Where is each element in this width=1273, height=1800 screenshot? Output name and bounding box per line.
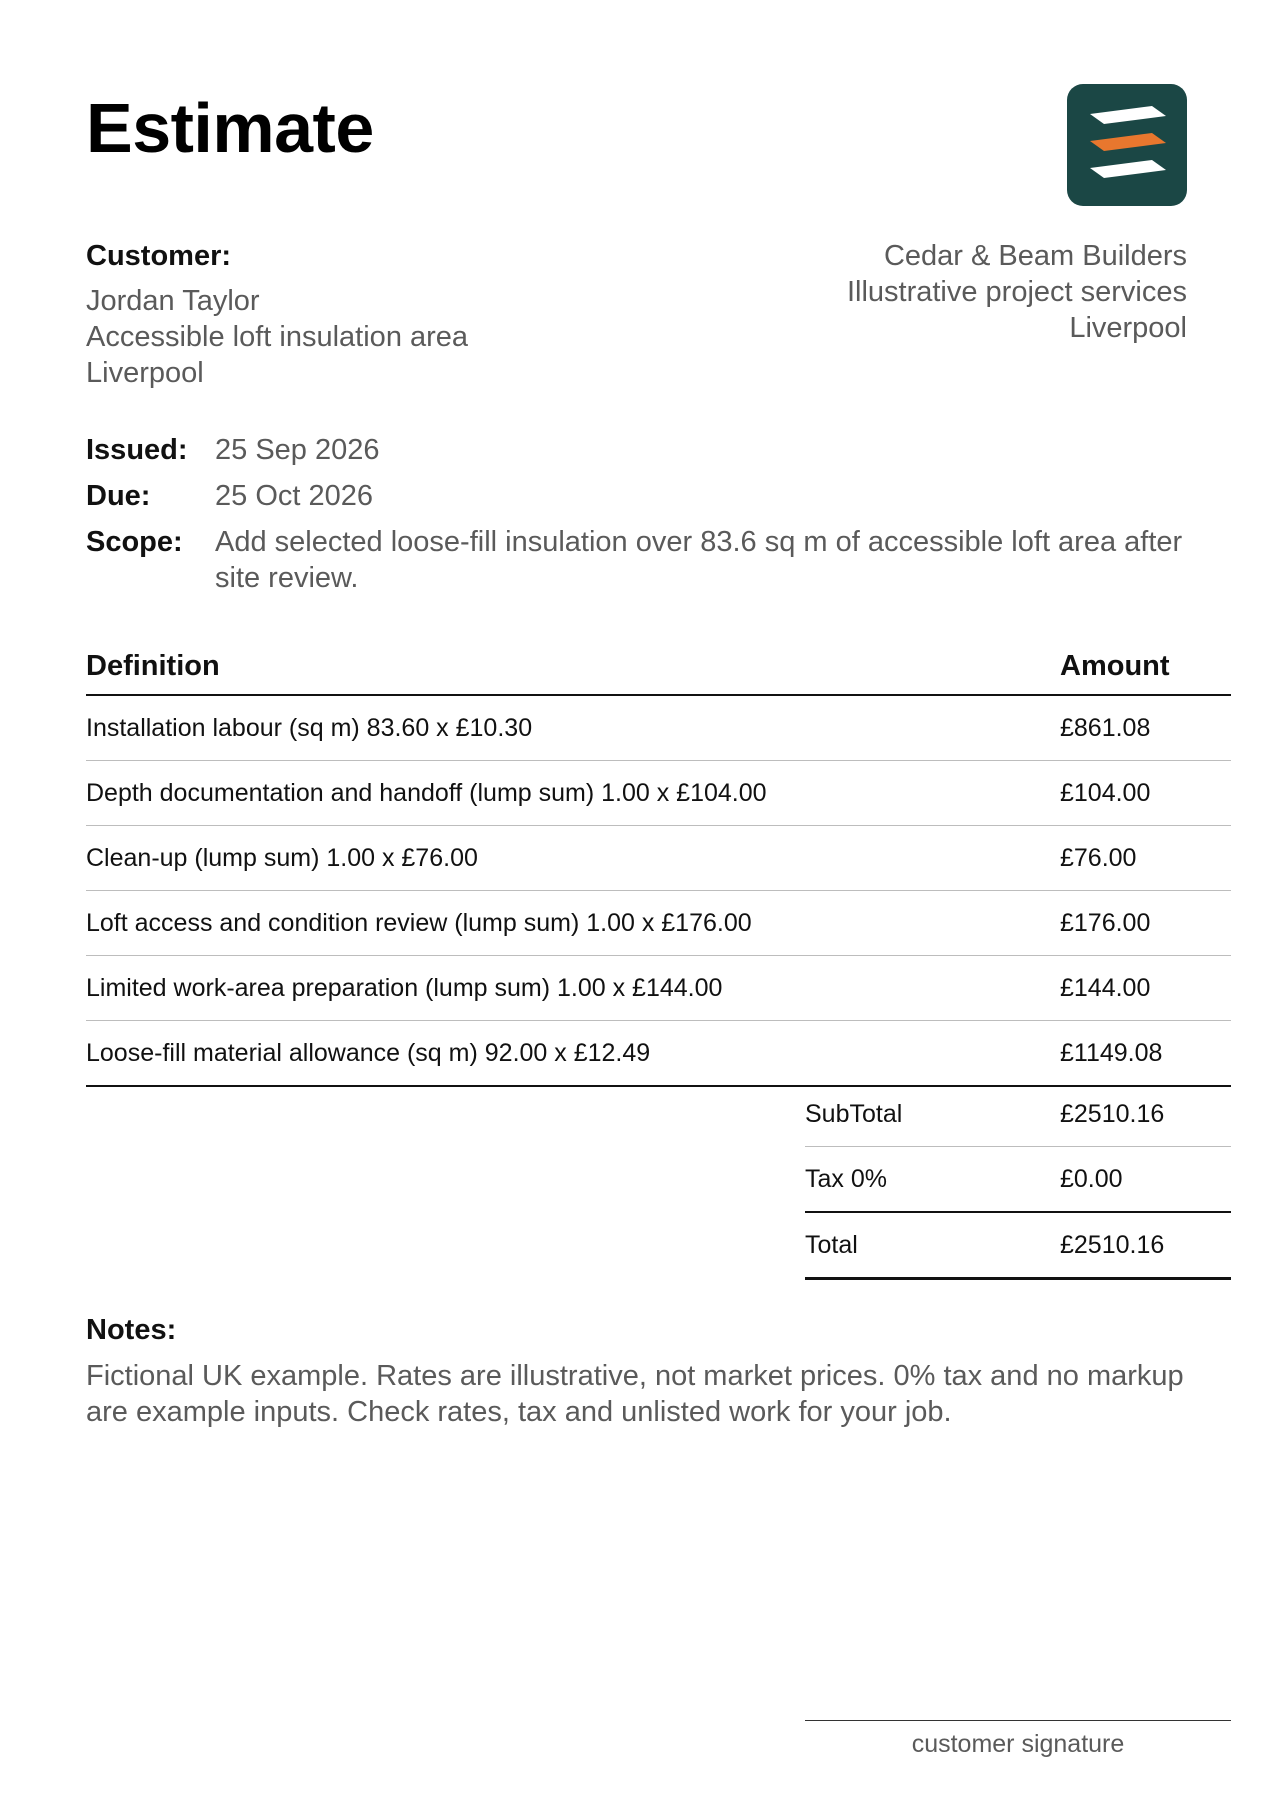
scope-text: Add selected loose-fill insulation over 83.6 sq m of accessible loft area after site review. [215, 526, 1183, 594]
notes-text: Fictional UK example. Rates are illustrative, not market prices. 0% tax and no markup are example inputs. Check rates, tax and unlisted work for your job. [86, 1360, 1184, 1428]
item-amount: £76.00 [1060, 826, 1231, 891]
item-description: Limited work-area preparation (lump sum) 1.00 x £144.00 [86, 956, 1060, 1021]
scope-label: Scope: [86, 526, 183, 558]
subtotal-label: SubTotal [805, 1082, 1060, 1147]
signature-label: customer signature [911, 1730, 1125, 1758]
definition-header: Definition [86, 650, 1060, 695]
document-title: Estimate [86, 89, 374, 167]
customer-address: Accessible loft insulation area [86, 321, 469, 353]
table-row [86, 956, 1231, 1021]
customer-label: Customer: [86, 240, 232, 272]
item-description: Installation labour (sq m) 83.60 x £10.30 [86, 695, 1060, 761]
scope-row [86, 524, 1188, 596]
tax-value: £0.00 [1060, 1147, 1231, 1213]
company-city: Liverpool [1069, 312, 1187, 344]
issued-row [86, 432, 1188, 468]
table-row [86, 695, 1231, 761]
line-items-table [86, 650, 1231, 1087]
item-amount: £104.00 [1060, 761, 1231, 826]
company-name: Cedar & Beam Builders [883, 240, 1187, 272]
due-label: Due: [86, 480, 151, 512]
item-description: Loose-fill material allowance (sq m) 92.00 x £12.49 [86, 1021, 1060, 1087]
tax-label: Tax 0% [805, 1147, 1060, 1213]
due-row [86, 478, 1188, 514]
subtotal-value: £2510.16 [1060, 1082, 1231, 1147]
table-row [86, 761, 1231, 826]
company-tagline: Illustrative project services [846, 276, 1187, 308]
total-label: Total [805, 1212, 1060, 1279]
table-header-row [86, 650, 1231, 695]
item-amount: £861.08 [1060, 695, 1231, 761]
total-row [805, 1212, 1231, 1279]
total-value: £2510.16 [1060, 1212, 1231, 1279]
item-amount: £1149.08 [1060, 1021, 1231, 1087]
issued-label: Issued: [86, 434, 188, 466]
item-description: Loft access and condition review (lump sum) 1.00 x £176.00 [86, 891, 1060, 956]
due-date: 25 Oct 2026 [215, 480, 373, 512]
notes-label: Notes: [86, 1314, 177, 1346]
item-amount: £176.00 [1060, 891, 1231, 956]
subtotal-row [805, 1082, 1231, 1147]
totals-table [805, 1082, 1231, 1280]
estimate-meta [86, 432, 1188, 606]
stacked-planks-logo-icon [1067, 84, 1187, 206]
tax-row [805, 1147, 1231, 1213]
amount-header: Amount [1060, 650, 1231, 695]
signature-line [805, 1720, 1231, 1721]
customer-details [86, 283, 468, 391]
customer-name: Jordan Taylor [86, 285, 260, 317]
item-description: Depth documentation and handoff (lump sum) 1.00 x £104.00 [86, 761, 1060, 826]
item-description: Clean-up (lump sum) 1.00 x £76.00 [86, 826, 1060, 891]
issued-date: 25 Sep 2026 [215, 434, 380, 466]
table-row [86, 1021, 1231, 1087]
company-details [847, 238, 1187, 346]
table-row [86, 891, 1231, 956]
table-row [86, 826, 1231, 891]
item-amount: £144.00 [1060, 956, 1231, 1021]
customer-city: Liverpool [86, 357, 204, 389]
